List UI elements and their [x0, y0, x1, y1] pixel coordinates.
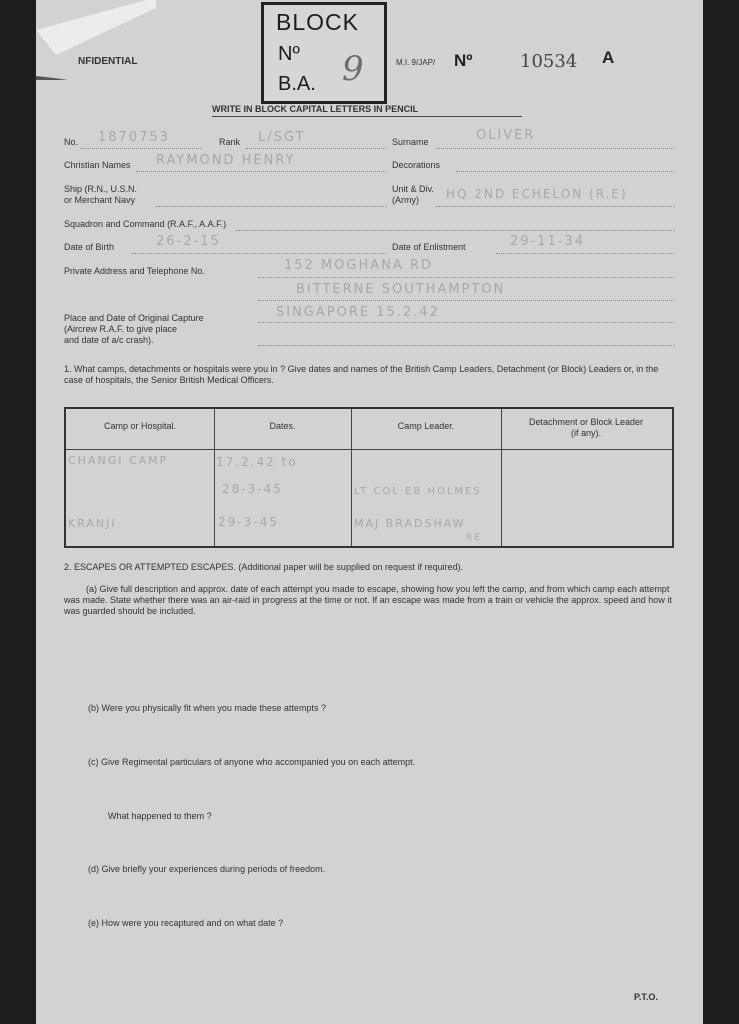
christian-label: Christian Names	[64, 160, 131, 170]
address-line-2	[258, 300, 674, 301]
form-number: 10534	[520, 51, 578, 72]
address-line-1	[258, 277, 674, 278]
row2-leader: MAJ BRADSHAW	[354, 517, 466, 530]
ship-label-2: or Merchant Navy	[64, 195, 136, 205]
unit-label-2: (Army)	[392, 195, 419, 205]
unit-value: HQ 2ND ECHELON (R.E)	[446, 187, 628, 201]
address-label: Private Address and Telephone No.	[64, 266, 205, 276]
row2-camp: KRANJI	[68, 517, 117, 530]
stamp-line-ba: B.A.	[278, 73, 316, 95]
row1-dates-1: 17.2.42 to	[216, 455, 298, 469]
dob-value: 26-2-15	[156, 234, 221, 249]
table-header-dates: Dates.	[269, 421, 296, 431]
table-divider	[501, 409, 502, 546]
row2-dates: 29-3-45	[218, 515, 279, 529]
ref-code: M.I. 9/JAP/	[396, 58, 436, 67]
capture-label-3: and date of a/c crash).	[64, 335, 154, 345]
christian-value: RAYMOND HENRY	[156, 153, 296, 168]
instruction-heading: WRITE IN BLOCK CAPITAL LETTERS IN PENCIL	[212, 104, 419, 114]
capture-value: SINGAPORE 15.2.42	[276, 305, 440, 320]
string-tie	[36, 0, 156, 80]
no-value: 1870753	[98, 130, 170, 145]
stamp-line-no: Nº	[278, 43, 300, 65]
capture-label-2: (Aircrew R.A.F. to give place	[64, 324, 178, 334]
question-1: 1. What camps, detachments or hospitals were you in ? Give dates and names of the British Camp Leaders, Detachment (or Block) Leaders or, in the case of hospitals, the Senior British Medical Officers.	[64, 364, 659, 385]
surname-label: Surname	[392, 137, 429, 147]
squadron-line	[236, 230, 674, 231]
row1-camp: CHANGI CAMP	[68, 454, 169, 467]
decorations-label: Decorations	[392, 160, 441, 170]
address-value-1: 152 MOGHANA RD	[284, 258, 433, 273]
rank-value: L/SGT	[258, 130, 306, 145]
enlist-label: Date of Enlistment	[392, 242, 466, 252]
question-2a: (a) Give full description and approx. date of each attempt you made to escape, showing how you left the camp, and from which camp each attempt was made. State whether there was an air-raid in progress at the time or not. If an escape was made from a train or vehicle the approx. speed and how it was guarded should be included.	[64, 584, 672, 616]
pto-label: P.T.O.	[634, 992, 658, 1002]
no-line	[81, 148, 201, 149]
address-value-2: BITTERNE SOUTHAMPTON	[296, 282, 506, 297]
question-2d: (d) Give briefly your experiences during periods of freedom.	[88, 864, 326, 874]
capture-label-1: Place and Date of Original Capture	[64, 313, 204, 323]
form-page	[36, 0, 703, 1024]
dob-line	[131, 253, 386, 254]
table-header-leader: Camp Leader.	[397, 421, 455, 431]
confidential-label: NFIDENTIAL	[78, 56, 138, 67]
question-2c: (c) Give Regimental particulars of anyone who accompanied you on each attempt.	[88, 757, 416, 767]
row1-leader: LT COL EB HOLMES	[354, 486, 482, 497]
question-2b: (b) Were you physically fit when you made these attempts ?	[88, 703, 326, 713]
christian-line	[136, 171, 386, 172]
table-header-detachment: Detachment or Block Leader (if any).	[528, 417, 644, 438]
enlist-line	[496, 253, 674, 254]
decorations-line	[456, 171, 674, 172]
question-2-title: 2. ESCAPES OR ATTEMPTED ESCAPES. (Additional paper will be supplied on request if required).	[64, 562, 464, 572]
question-2c-follow: What happened to them ?	[108, 811, 212, 821]
squadron-label: Squadron and Command (R.A.F., A.A.F.)	[64, 219, 227, 229]
no-label: No.	[64, 137, 79, 147]
surname-value: OLIVER	[476, 128, 536, 143]
ship-line	[156, 206, 386, 207]
form-suffix: A	[602, 48, 615, 67]
table-header-camp: Camp or Hospital.	[103, 421, 177, 431]
table-header-rule	[66, 449, 672, 450]
row1-dates-2: 28-3-45	[222, 482, 283, 496]
question-2e: (e) How were you recaptured and on what date ?	[88, 918, 284, 928]
stamp-number: 9	[342, 49, 364, 89]
ship-label-1: Ship (R.N., U.S.N.	[64, 184, 138, 194]
capture-line-2	[258, 345, 674, 346]
surname-line	[436, 148, 674, 149]
number-label: Nº	[454, 51, 473, 70]
heading-underline	[212, 116, 522, 117]
rank-line	[246, 148, 386, 149]
enlist-value: 29-11-34	[510, 234, 586, 249]
block-stamp	[261, 2, 387, 104]
capture-line-1	[258, 322, 674, 323]
dob-label: Date of Birth	[64, 242, 115, 252]
rank-label: Rank	[219, 137, 241, 147]
camps-table	[64, 407, 674, 548]
unit-line	[436, 206, 674, 207]
row2-leader-2: RE	[466, 533, 482, 543]
stamp-line-block: BLOCK	[276, 9, 359, 35]
unit-label-1: Unit & Div.	[392, 184, 434, 194]
